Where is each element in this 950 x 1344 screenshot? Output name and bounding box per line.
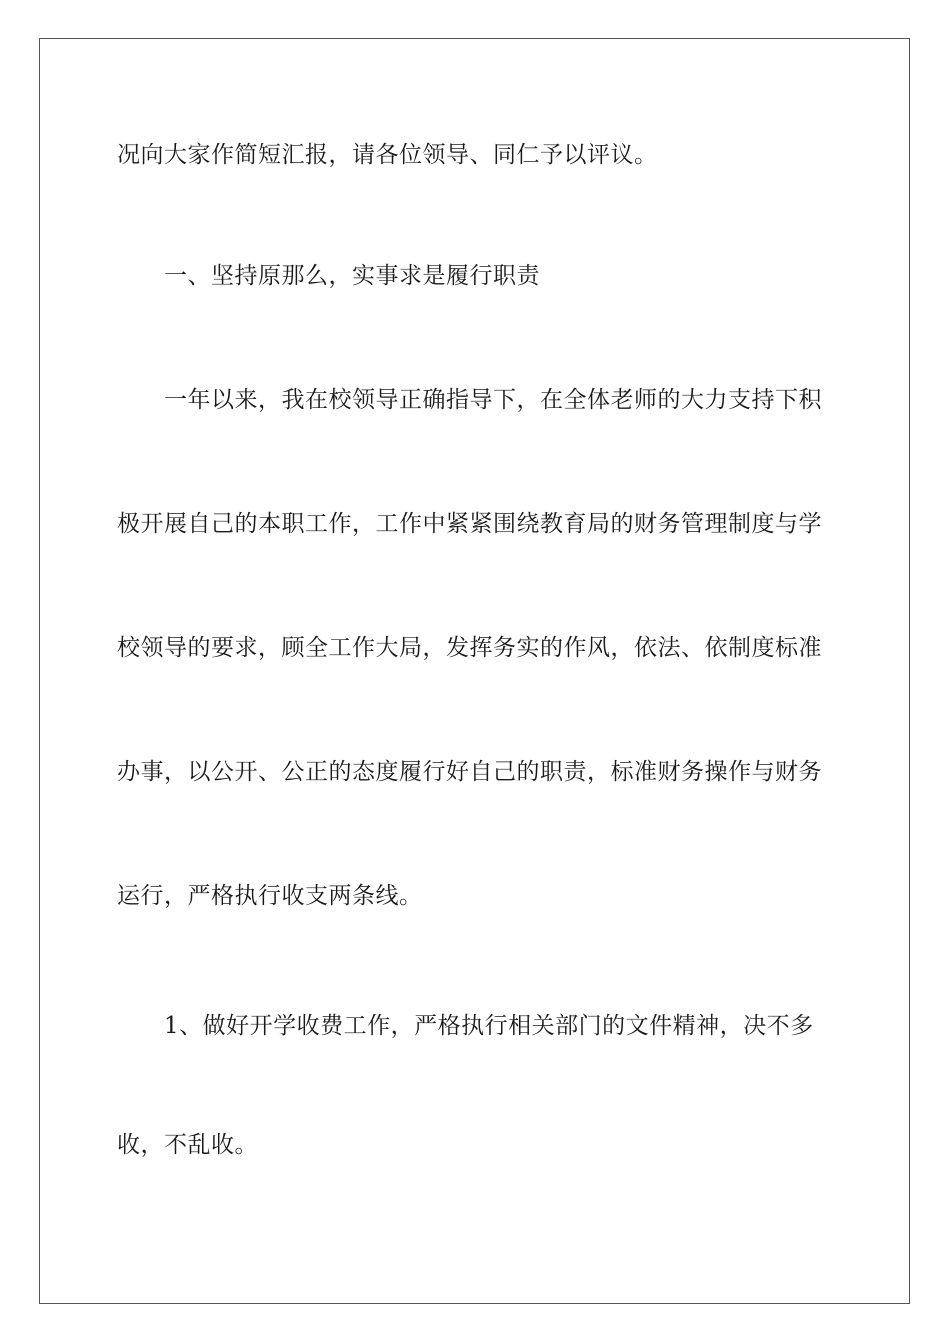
text-line-1: 况向大家作简短汇报，请各位领导、同仁予以评议。 xyxy=(117,142,658,168)
text-line-6: 办事，以公开、公正的态度履行好自己的职责，标准财务操作与财务 xyxy=(117,759,822,785)
page-border xyxy=(39,38,910,1304)
text-line-3: 一年以来，我在校领导正确指导下，在全体老师的大力支持下积 xyxy=(164,387,822,413)
section-heading: 一、坚持原那么，实事求是履行职责 xyxy=(164,263,540,289)
text-line-9: 收，不乱收。 xyxy=(117,1132,258,1158)
text-line-4: 极开展自己的本职工作，工作中紧紧围绕教育局的财务管理制度与学 xyxy=(117,511,822,537)
text-line-7: 运行，严格执行收支两条线。 xyxy=(117,883,423,909)
numbered-item-1: 1、做好开学收费工作，严格执行相关部门的文件精神，决不多 xyxy=(164,1013,814,1039)
text-line-5: 校领导的要求，顾全工作大局，发挥务实的作风，依法、依制度标准 xyxy=(117,635,822,661)
